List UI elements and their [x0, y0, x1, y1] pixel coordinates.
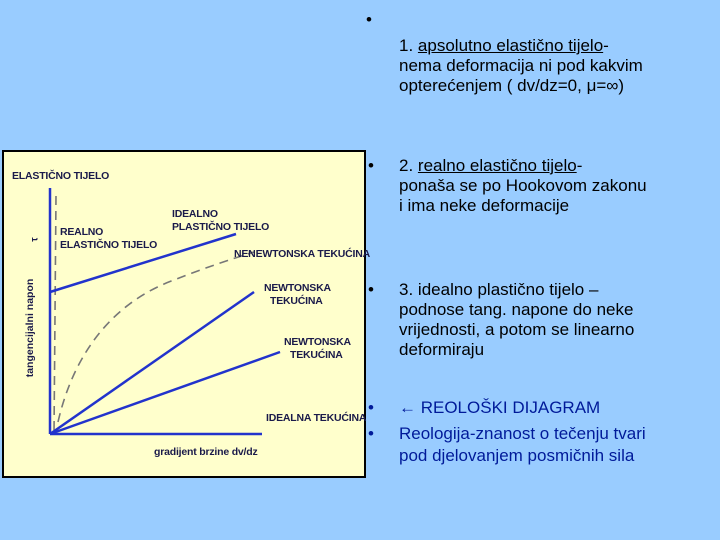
item-title: idealno plastično tijelo – — [417, 280, 599, 299]
item-dash: - — [576, 156, 583, 175]
x-axis-label: gradijent brzine dv/dz — [154, 446, 258, 458]
item-line: pod djelovanjem posmičnih sila — [399, 446, 635, 465]
label-newtonian-b-1: NEWTONSKA — [284, 336, 351, 348]
label-newtonian-a-1: NEWTONSKA — [264, 282, 331, 294]
real-elastic-curve — [54, 196, 56, 434]
label-ideal-plastic-1: IDEALNO — [172, 208, 218, 220]
item-title: realno elastično tijelo — [417, 156, 577, 175]
newtonian-fluid-line-b — [50, 352, 280, 434]
bullet-dot: • — [368, 156, 374, 175]
item-line: i ima neke deformacije — [399, 196, 570, 215]
label-newtonian-a-2: TEKUĆINA — [270, 295, 323, 307]
item-line: deformiraju — [399, 340, 485, 359]
label-elastic-body: ELASTIČNO TIJELO — [12, 170, 110, 182]
label-newtonian-b-2: TEKUĆINA — [290, 349, 343, 361]
item-line: podnose tang. napone do neke — [399, 300, 634, 319]
item-number: 3. — [399, 280, 414, 299]
diagram-svg — [4, 152, 367, 476]
item-line: opterećenjem ( dv/dz=0, μ=∞) — [399, 76, 625, 95]
item-dash: - — [603, 36, 609, 55]
bullet-dot: • — [366, 10, 372, 29]
rheology-diagram — [2, 150, 371, 478]
item-line: vrijednosti, a potom se linearno — [399, 320, 635, 339]
label-ideal-plastic-2: PLASTIČNO TIJELO — [172, 221, 270, 233]
label-ideal-fluid: IDEALNA TEKUĆINA — [266, 412, 367, 424]
item-line: nema deformacija ni pod kakvim — [399, 56, 643, 75]
label-real-elastic-1: REALNO — [60, 226, 104, 238]
item-text: ← REOLOŠKI DIJAGRAM — [399, 398, 601, 417]
item-line: Reologija-znanost o tečenju tvari — [399, 424, 646, 443]
item-number: 2. — [399, 156, 414, 175]
item-number: 1. — [399, 36, 414, 55]
tau-symbol: τ — [29, 237, 41, 242]
item-title: apsolutno elastično tijelo — [417, 36, 604, 55]
bullet-dot: • — [368, 424, 374, 443]
newtonian-fluid-line-a — [50, 292, 254, 434]
bullet-dot: • — [368, 280, 374, 299]
bullet-dot: • — [368, 398, 374, 417]
label-non-newtonian: NENEWTONSKA TEKUĆINA — [234, 248, 371, 260]
item-line: ponaša se po Hookovom zakonu — [399, 176, 647, 195]
label-real-elastic-2: ELASTIČNO TIJELO — [60, 239, 158, 251]
y-axis-label: tangencijalni napon — [24, 278, 36, 378]
